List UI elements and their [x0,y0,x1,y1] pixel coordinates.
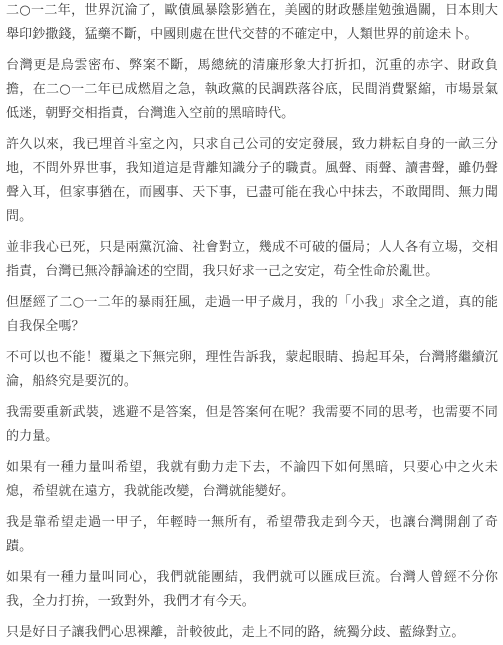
paragraph-7: 我需要重新武裝，逃避不是答案，但是答案何在呢？我需要不同的思考，也需要不同的力量。 [6,405,498,444]
paragraph-1: 二○一二年，世界沉淪了，歐債風暴陰影猶在，美國的財政懸崖勉強過關，日本則大舉印鈔撒錢，猛藥不斷，中國則處在世代交替的不確定中，人類世界的前途未卜。 [6,3,498,42]
paragraph-6: 不可以也不能！覆巢之下無完卵，理性告訴我，蒙起眼睛、摀起耳朵，台灣將繼續沉淪，船終究是要沉的。 [6,350,498,389]
paragraph-11: 只是好日子讓我們心思裸離，計較彼此，走上不同的路，統獨分歧、藍綠對立。 [6,625,465,640]
paragraph-9: 我是靠希望走過一甲子，年輕時一無所有，希望帶我走到今天，也讓台灣開創了奇蹟。 [6,515,498,554]
paragraph-10: 如果有一種力量叫同心，我們就能團結，我們就可以匯成巨流。台灣人曾經不分你我，全力打拚，一致對外，我們才有今天。 [6,570,498,609]
paragraph-5: 但歷經了二○一二年的暴雨狂風，走過一甲子歲月，我的「小我」求全之道，真的能自我保全嗎？ [6,295,498,334]
paragraph-3: 許久以來，我已埋首斗室之內，只求自己公司的安定發展，致力耕耘自身的一畝三分地，不問外界世事，我知道這是背離知識分子的職責。風聲、雨聲、讀書聲，雖仍聲聲入耳，但家事猶在，而國事、天下事，已盡可能在我心中抹去，不敢聞問、無力聞問。 [6,137,498,224]
paragraph-4: 並非我心已死，只是兩黨沉淪、社會對立，幾成不可破的僵局；人人各有立場，交相指責，台灣已無冷靜論述的空間，我只好求一己之安定，苟全性命於亂世。 [6,240,498,279]
paragraph-8: 如果有一種力量叫希望，我就有動力走下去，不論四下如何黑暗，只要心中之火未熄，希望就在遠方，我就能改變，台灣就能變好。 [6,460,498,499]
paragraph-2: 台灣更是烏雲密布、弊案不斷，馬總統的清廉形象大打折扣，沉重的赤字、財政負擔，在二○一二年已成燃眉之急，執政黨的民調跌落谷底，民間消費緊縮，市場景氣低迷，朝野交相指責，台灣進入空前的黑暗時代。 [6,58,498,121]
article-body [6,0,498,645]
